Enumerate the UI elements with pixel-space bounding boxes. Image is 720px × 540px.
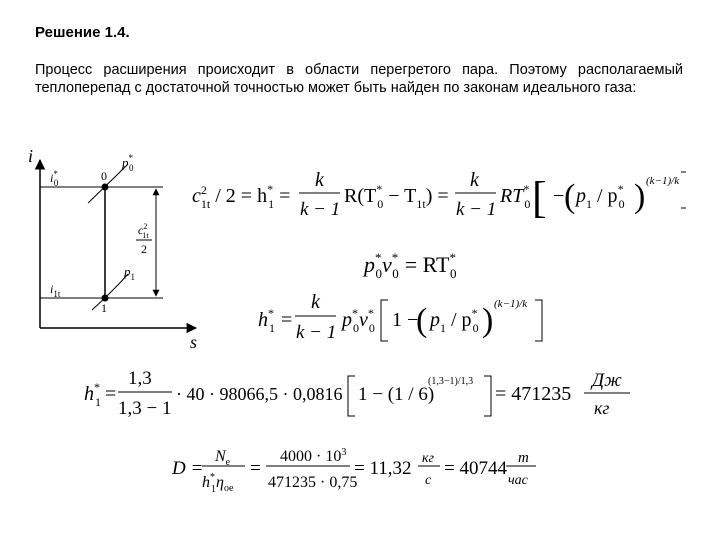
svg-text:(: ( [564, 178, 576, 215]
svg-text:k − 1: k − 1 [300, 199, 341, 220]
svg-text:D =: D = [172, 458, 204, 479]
formula-1 [192, 169, 686, 222]
svg-text:h*1=: h* 1 = [84, 380, 117, 409]
svg-text:k − 1: k − 1 [456, 199, 497, 220]
svg-text:Ne: $N_e$ [215, 448, 231, 468]
svg-text:p1 / p*0: $p_1 / p^*$ 0 [430, 306, 479, 335]
svg-text:с: с [425, 473, 432, 488]
svg-text:c21t / 2 = h*1 =: $c^2$ 1t / 2 = h* 1 = [192, 182, 291, 211]
svg-text:т: т [518, 450, 529, 466]
svg-text:1,3: 1,3 [128, 368, 152, 389]
svg-text:1,3 − 1: 1,3 − 1 [118, 398, 172, 419]
svg-text:p*0v*0: p* 0v* 0 [342, 306, 375, 335]
formula-4 [84, 368, 630, 419]
svg-text:): ) [482, 302, 494, 339]
svg-text:k − 1: k − 1 [296, 322, 337, 343]
svg-text:−: − [553, 185, 565, 207]
label-i1t: $i_{1t}$ [50, 282, 61, 299]
c-squared-over-2-label [136, 222, 152, 256]
svg-text:4000 · 103: $4000 \cdot 10^3$ [280, 447, 347, 465]
svg-text:1 −: 1 − [392, 309, 419, 331]
svg-text:= 40744: = 40744 [444, 458, 507, 479]
svg-text:p1 / p*0: $p_1 / p^*$ 0 [576, 182, 625, 211]
svg-text:[: [ [532, 173, 547, 222]
svg-text:1 − (1 / 6): 1 − (1 / 6) [358, 384, 435, 405]
axis-s-label: s [190, 332, 198, 352]
state-point-0 [102, 184, 109, 191]
svg-text:h*1ηoe: h* $1\eta_{oe}$ [202, 472, 234, 495]
svg-text:(1,3−1)/1,3: (1,3−1)/1,3 [428, 376, 474, 387]
svg-text:(k−1)/k: (k−1)/k [494, 298, 528, 310]
svg-text:k: k [311, 291, 320, 313]
svg-text:k: k [315, 169, 324, 191]
svg-text:Дж: Дж [592, 370, 622, 391]
svg-text:h*1=: h* 1 = [258, 306, 293, 335]
label-p0: p* 0 [122, 153, 134, 173]
svg-text:k: k [470, 169, 479, 191]
svg-text:c21t: $c^2$ 1t [138, 222, 149, 240]
axis-i-label: i [28, 146, 34, 166]
svg-text:2: 2 [141, 242, 147, 256]
svg-text:R(T*0 − T1t) =: R(T* $0 - T_{1t}$) = [344, 182, 449, 211]
svg-text:): ) [634, 178, 646, 215]
label-point-0: 0 [101, 169, 107, 183]
label-p1: $p_1$ [124, 264, 135, 282]
svg-text:=: = [250, 458, 261, 479]
svg-text:(: ( [416, 302, 428, 339]
formula-5 [171, 447, 536, 495]
formula-3 [258, 291, 542, 343]
svg-text:· 40 · 98066,5 · 0,0816: · 40 · 98066,5 · 0,0816 [176, 384, 343, 404]
formula-2 [362, 250, 456, 281]
label-point-1: 1 [101, 301, 107, 315]
svg-text:час: час [508, 473, 528, 488]
svg-text:RT*0: RT* 0 [500, 182, 531, 211]
svg-text:кг: кг [594, 398, 610, 418]
solution-paragraph: Процесс расширения происходит в области перегретого пара. Поэтому располагаемый теплоперепад с достаточной точностью может быть найден по законам идеального газа: [35, 62, 683, 96]
svg-text:p*0v*0= RT*0: p* 0v* 0 = RT* 0 [364, 250, 457, 281]
svg-text:= 471235: = 471235 [495, 383, 572, 405]
is-diagram [28, 146, 197, 352]
svg-text:= 11,32: = 11,32 [354, 458, 412, 479]
svg-text:471235 · 0,75: 471235 · 0,75 [268, 474, 358, 491]
label-i0: i* 0 [50, 169, 59, 188]
isobar-p1 [92, 274, 128, 310]
svg-text:кг: кг [422, 451, 435, 466]
svg-text:(k−1)/k: (k−1)/k [646, 175, 680, 187]
slide-title: Решение 1.4. [35, 24, 130, 41]
